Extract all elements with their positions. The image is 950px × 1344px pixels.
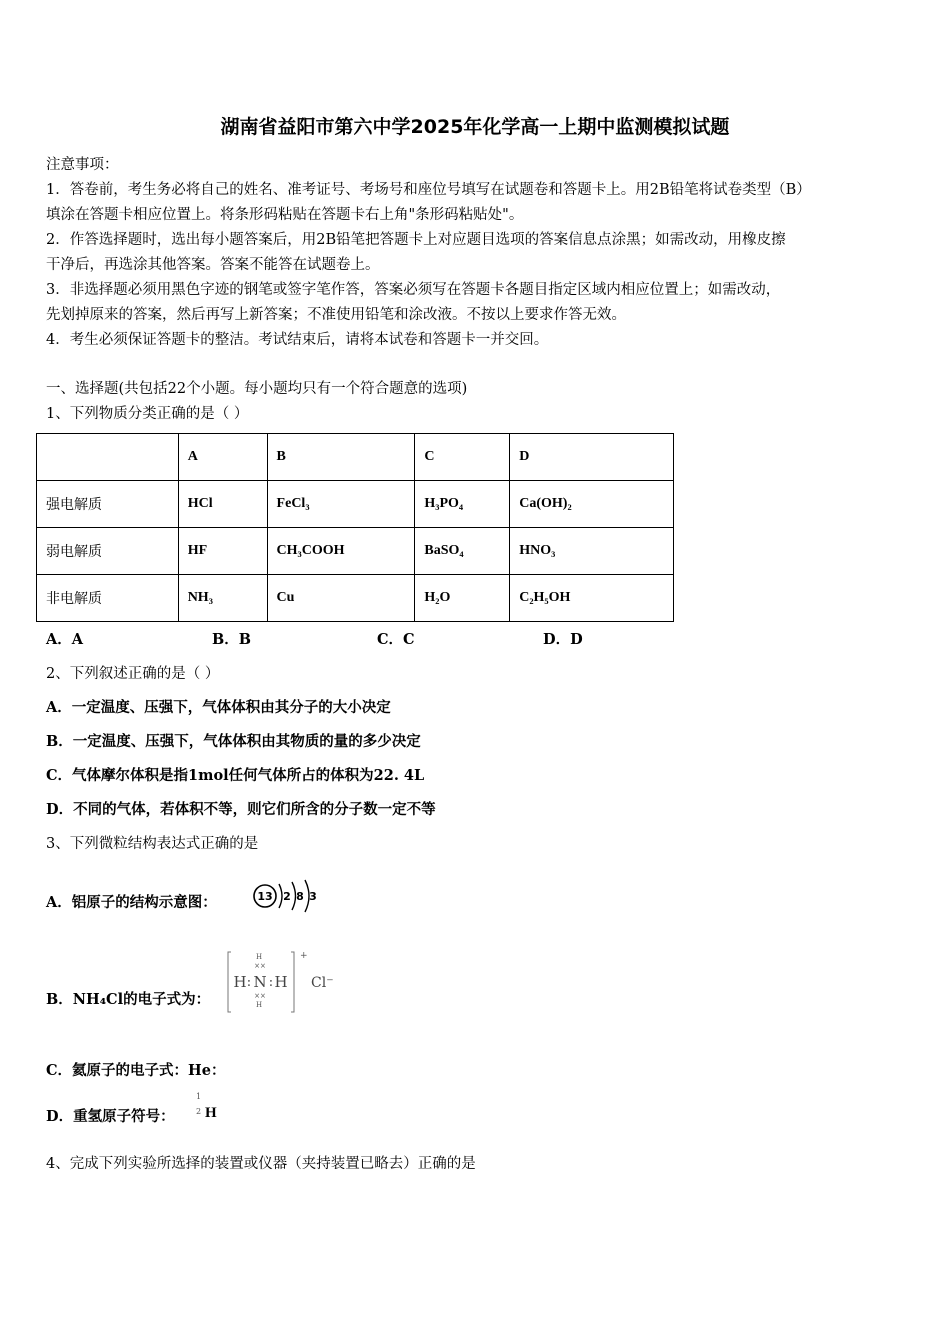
row-label: 非电解质	[37, 575, 179, 622]
question-1-stem: 1、下列物质分类正确的是（ ）	[46, 406, 249, 422]
nh4cl-electron-formula	[222, 950, 342, 1016]
table-row	[37, 575, 674, 622]
question-3-stem: 3、下列微粒结构表达式正确的是	[46, 836, 259, 852]
q1-option-b: B．B	[212, 631, 252, 648]
chloride-ion: Cl⁻	[311, 975, 334, 991]
q3-option-b: B．NH₄Cl的电子式为：	[46, 991, 211, 1008]
q1-option-d: D．D	[543, 631, 583, 648]
classification-table	[36, 433, 674, 622]
nucleus-label: 13	[257, 890, 273, 903]
n-center: N	[253, 973, 267, 991]
element-symbol: H	[205, 1105, 217, 1121]
table-header-cell: C	[415, 434, 510, 481]
h-top: H	[255, 953, 263, 961]
table-cell: H₃PO₄	[415, 481, 510, 528]
section-heading: 一、选择题(共包括22个小题。每小题均只有一个符合题意的选项)	[46, 381, 468, 397]
q3-option-a: A．铝原子的结构示意图：	[46, 894, 217, 911]
q2-option-b: B．一定温度、压强下，气体体积由其物质的量的多少决定	[46, 733, 421, 750]
q1-option-a: A．A	[46, 631, 84, 648]
question-2-stem: 2、下列叙述正确的是（ ）	[46, 666, 220, 682]
atomic-number: 2	[196, 1107, 202, 1116]
table-cell: HCl	[178, 481, 267, 528]
page-title: 湖南省益阳市第六中学2025年化学高一上期中监测模拟试题	[220, 116, 730, 138]
table-cell: Cu	[267, 575, 415, 622]
table-header-row	[37, 434, 674, 481]
table-header-cell	[37, 434, 179, 481]
shell-1-count: 2	[283, 890, 291, 903]
h-left: H	[233, 973, 247, 991]
question-4-stem: 4、完成下列实验所选择的装置或仪器（夹持装置已略去）正确的是	[46, 1156, 476, 1172]
q1-option-c: C．C	[377, 631, 415, 648]
table-cell: Ca(OH)₂	[510, 481, 674, 528]
row-label: 强电解质	[37, 481, 179, 528]
notice-line: 干净后，再选涂其他答案。答案不能答在试题卷上。	[46, 257, 380, 273]
q2-option-c: C．气体摩尔体积是指1mol任何气体所占的体积为22. 4L	[46, 767, 425, 784]
table-cell: HF	[178, 528, 267, 575]
table-cell: NH₃	[178, 575, 267, 622]
table-row	[37, 528, 674, 575]
table-header-cell: B	[267, 434, 415, 481]
shell-3-count: 3	[309, 890, 317, 903]
cation-charge: +	[300, 951, 308, 961]
notice-line: 先划掉原来的答案，然后再写上新答案；不准使用铅笔和涂改液。不按以上要求作答无效。	[46, 307, 626, 323]
q3-option-d: D．重氢原子符号：	[46, 1108, 175, 1125]
svg-text::: :	[246, 975, 252, 990]
table-cell: H₂O	[415, 575, 510, 622]
q3-option-c: C．氦原子的电子式：He：	[46, 1062, 226, 1079]
electron-pair-top: ××	[254, 962, 266, 970]
h-bottom: H	[255, 1001, 263, 1009]
table-row	[37, 481, 674, 528]
table-cell: CH₃COOH	[267, 528, 415, 575]
table-header-cell: A	[178, 434, 267, 481]
q2-option-d: D．不同的气体，若体积不等，则它们所含的分子数一定不等	[46, 801, 436, 818]
notice-line: 填涂在答题卡相应位置上。将条形码粘贴在答题卡右上角"条形码粘贴处"。	[46, 207, 524, 223]
aluminum-atom-diagram	[248, 878, 324, 914]
table-cell: HNO₃	[510, 528, 674, 575]
table-cell: FeCl₃	[267, 481, 415, 528]
q2-option-a: A．一定温度、压强下，气体体积由其分子的大小决定	[46, 699, 391, 716]
mass-number: 1	[196, 1092, 202, 1101]
notice-line: 3．非选择题必须用黑色字迹的钢笔或签字笔作答，答案必须写在答题卡各题目指定区域内相应位置上；如需改动，	[46, 282, 781, 298]
svg-text::: :	[268, 975, 274, 990]
deuterium-symbol	[193, 1090, 223, 1124]
row-label: 弱电解质	[37, 528, 179, 575]
table-header-cell: D	[510, 434, 674, 481]
table-cell: BaSO₄	[415, 528, 510, 575]
h-right: H	[274, 973, 288, 991]
electron-pair-bottom: ××	[254, 992, 266, 1000]
notice-line: 1．答卷前，考生务必将自己的姓名、准考证号、考场号和座位号填写在试题卷和答题卡上。用2B铅笔将试卷类型（B）	[46, 182, 811, 198]
table-cell: C₂H₅OH	[510, 575, 674, 622]
notice-line: 2．作答选择题时，选出每小题答案后，用2B铅笔把答题卡上对应题目选项的答案信息点涂黑；如需改动，用橡皮擦	[46, 232, 786, 248]
notice-line: 4．考生必须保证答题卡的整洁。考试结束后，请将本试卷和答题卡一并交回。	[46, 332, 549, 348]
shell-2-count: 8	[296, 890, 304, 903]
notice-heading: 注意事项：	[46, 157, 119, 173]
